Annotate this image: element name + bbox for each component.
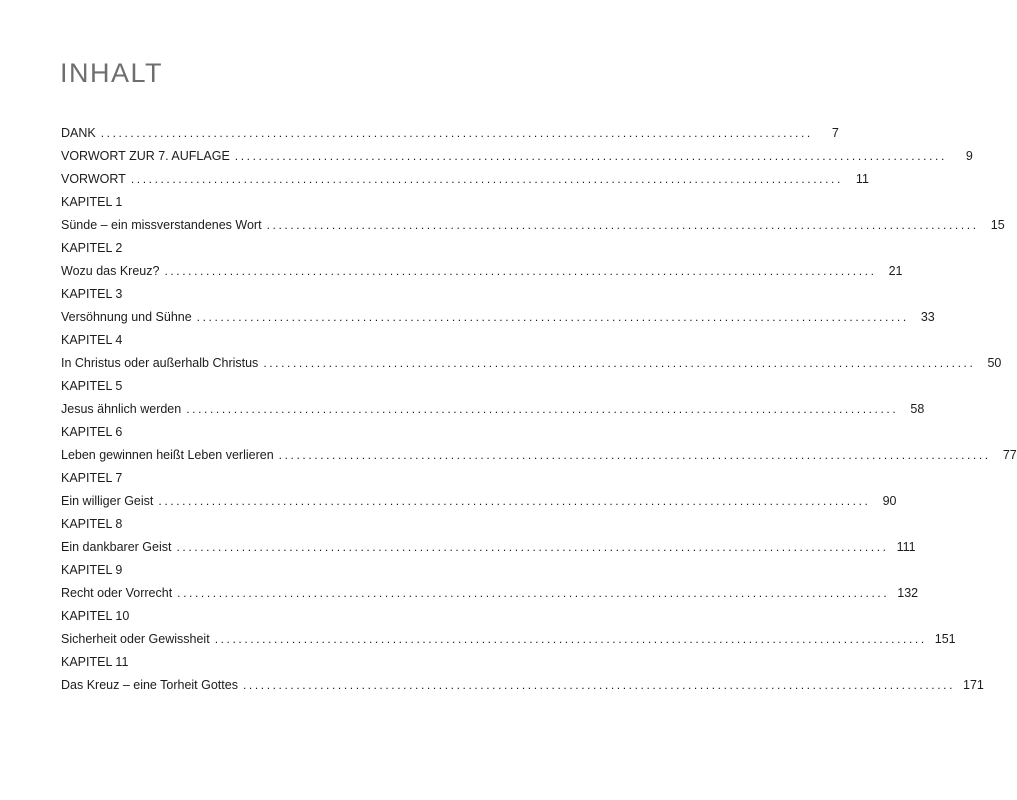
dot-leader: ........................................................................................................................ (234, 149, 947, 163)
dot-leader: ........................................................................................................................ (158, 494, 871, 508)
chapter-label: KAPITEL 8 (61, 517, 123, 531)
toc-entry-kapitel-11 (61, 655, 984, 692)
toc-entry-kapitel-5 (61, 379, 925, 416)
toc-entry-title: Wozu das Kreuz? (61, 264, 160, 278)
toc-entry-kapitel-4 (61, 333, 1002, 370)
chapter-label: KAPITEL 3 (61, 287, 123, 301)
chapter-label: KAPITEL 10 (61, 609, 130, 623)
toc-page-number: 21 (888, 264, 903, 278)
dot-leader: ........................................................................................................................ (266, 218, 979, 232)
toc-entry-title: Recht oder Vorrecht (61, 586, 173, 600)
toc-entry-kapitel-8 (61, 517, 916, 554)
toc-page-number: 9 (965, 149, 973, 163)
chapter-label: KAPITEL 4 (61, 333, 123, 347)
toc-entry-title: Versöhnung und Sühne (61, 310, 192, 324)
toc-entry-title: VORWORT (61, 172, 126, 186)
toc-entry-kapitel-1 (61, 195, 1005, 232)
toc-row[interactable] (61, 448, 1017, 462)
chapter-label: KAPITEL 5 (61, 379, 123, 393)
chapter-label: KAPITEL 2 (61, 241, 123, 255)
toc-page-number: 111 (896, 540, 916, 554)
toc-row[interactable] (61, 402, 925, 416)
toc-entry-dank (61, 126, 839, 140)
toc-entry-title: Jesus ähnlich werden (61, 402, 182, 416)
toc-page-number: 77 (1002, 448, 1017, 462)
toc-entry-kapitel-9 (61, 563, 919, 600)
toc-entry-vorwort-7-auflage (61, 149, 973, 163)
chapter-label: KAPITEL 7 (61, 471, 123, 485)
toc-page-number: 90 (882, 494, 897, 508)
toc-entry-kapitel-7 (61, 471, 897, 508)
toc-page-number: 171 (963, 678, 984, 692)
dot-leader: ........................................................................................................................ (164, 264, 877, 278)
toc-row[interactable] (61, 356, 1002, 370)
toc-row[interactable] (61, 586, 919, 600)
toc-row[interactable] (61, 494, 897, 508)
toc-entry-title: Ein williger Geist (61, 494, 154, 508)
toc-row[interactable] (61, 540, 916, 554)
dot-leader: ........................................................................................................................ (186, 402, 899, 416)
toc-entry-title: Sicherheit oder Gewissheit (61, 632, 210, 646)
toc-entry-title: DANK (61, 126, 96, 140)
dot-leader: ........................................................................................................................ (176, 540, 889, 554)
dot-leader: ........................................................................................................................ (177, 586, 890, 600)
chapter-label: KAPITEL 6 (61, 425, 123, 439)
dot-leader: ........................................................................................................................ (100, 126, 813, 140)
toc-row[interactable] (61, 172, 869, 186)
dot-leader: ........................................................................................................................ (214, 632, 927, 646)
toc-page-number: 58 (910, 402, 925, 416)
toc-entry-kapitel-6 (61, 425, 1017, 462)
toc-entry-kapitel-3 (61, 287, 935, 324)
toc-page-number: 15 (990, 218, 1005, 232)
dot-leader: ........................................................................................................................ (130, 172, 843, 186)
dot-leader: ........................................................................................................................ (242, 678, 956, 692)
toc-row[interactable] (61, 678, 984, 692)
toc-entry-kapitel-2 (61, 241, 903, 278)
toc-page-number: 151 (934, 632, 956, 646)
toc-page-number: 132 (897, 586, 919, 600)
dot-leader: ........................................................................................................................ (278, 448, 991, 462)
toc-row[interactable] (61, 149, 973, 163)
toc-page-number: 33 (920, 310, 935, 324)
toc-entry-title: In Christus oder außerhalb Christus (61, 356, 259, 370)
toc-row[interactable] (61, 632, 956, 646)
toc-page-number: 7 (831, 126, 839, 140)
page-title: INHALT (60, 58, 164, 88)
chapter-label: KAPITEL 1 (61, 195, 123, 209)
table-of-contents (61, 126, 1017, 701)
toc-entry-title: VORWORT ZUR 7. AUFLAGE (61, 149, 230, 163)
chapter-label: KAPITEL 9 (61, 563, 123, 577)
toc-entry-title: Ein dankbarer Geist (61, 540, 172, 554)
toc-row[interactable] (61, 310, 935, 324)
dot-leader: ........................................................................................................................ (196, 310, 909, 324)
toc-entry-title: Das Kreuz – eine Torheit Gottes (61, 678, 238, 692)
toc-row[interactable] (61, 218, 1005, 232)
toc-entry-title: Leben gewinnen heißt Leben verlieren (61, 448, 274, 462)
toc-page-number: 50 (987, 356, 1002, 370)
chapter-label: KAPITEL 11 (61, 655, 129, 669)
toc-page-number: 11 (855, 172, 869, 186)
dot-leader: ........................................................................................................................ (263, 356, 976, 370)
toc-entry-vorwort (61, 172, 869, 186)
toc-entry-kapitel-10 (61, 609, 956, 646)
toc-row[interactable] (61, 126, 839, 140)
toc-row[interactable] (61, 264, 903, 278)
toc-entry-title: Sünde – ein missverstandenes Wort (61, 218, 262, 232)
